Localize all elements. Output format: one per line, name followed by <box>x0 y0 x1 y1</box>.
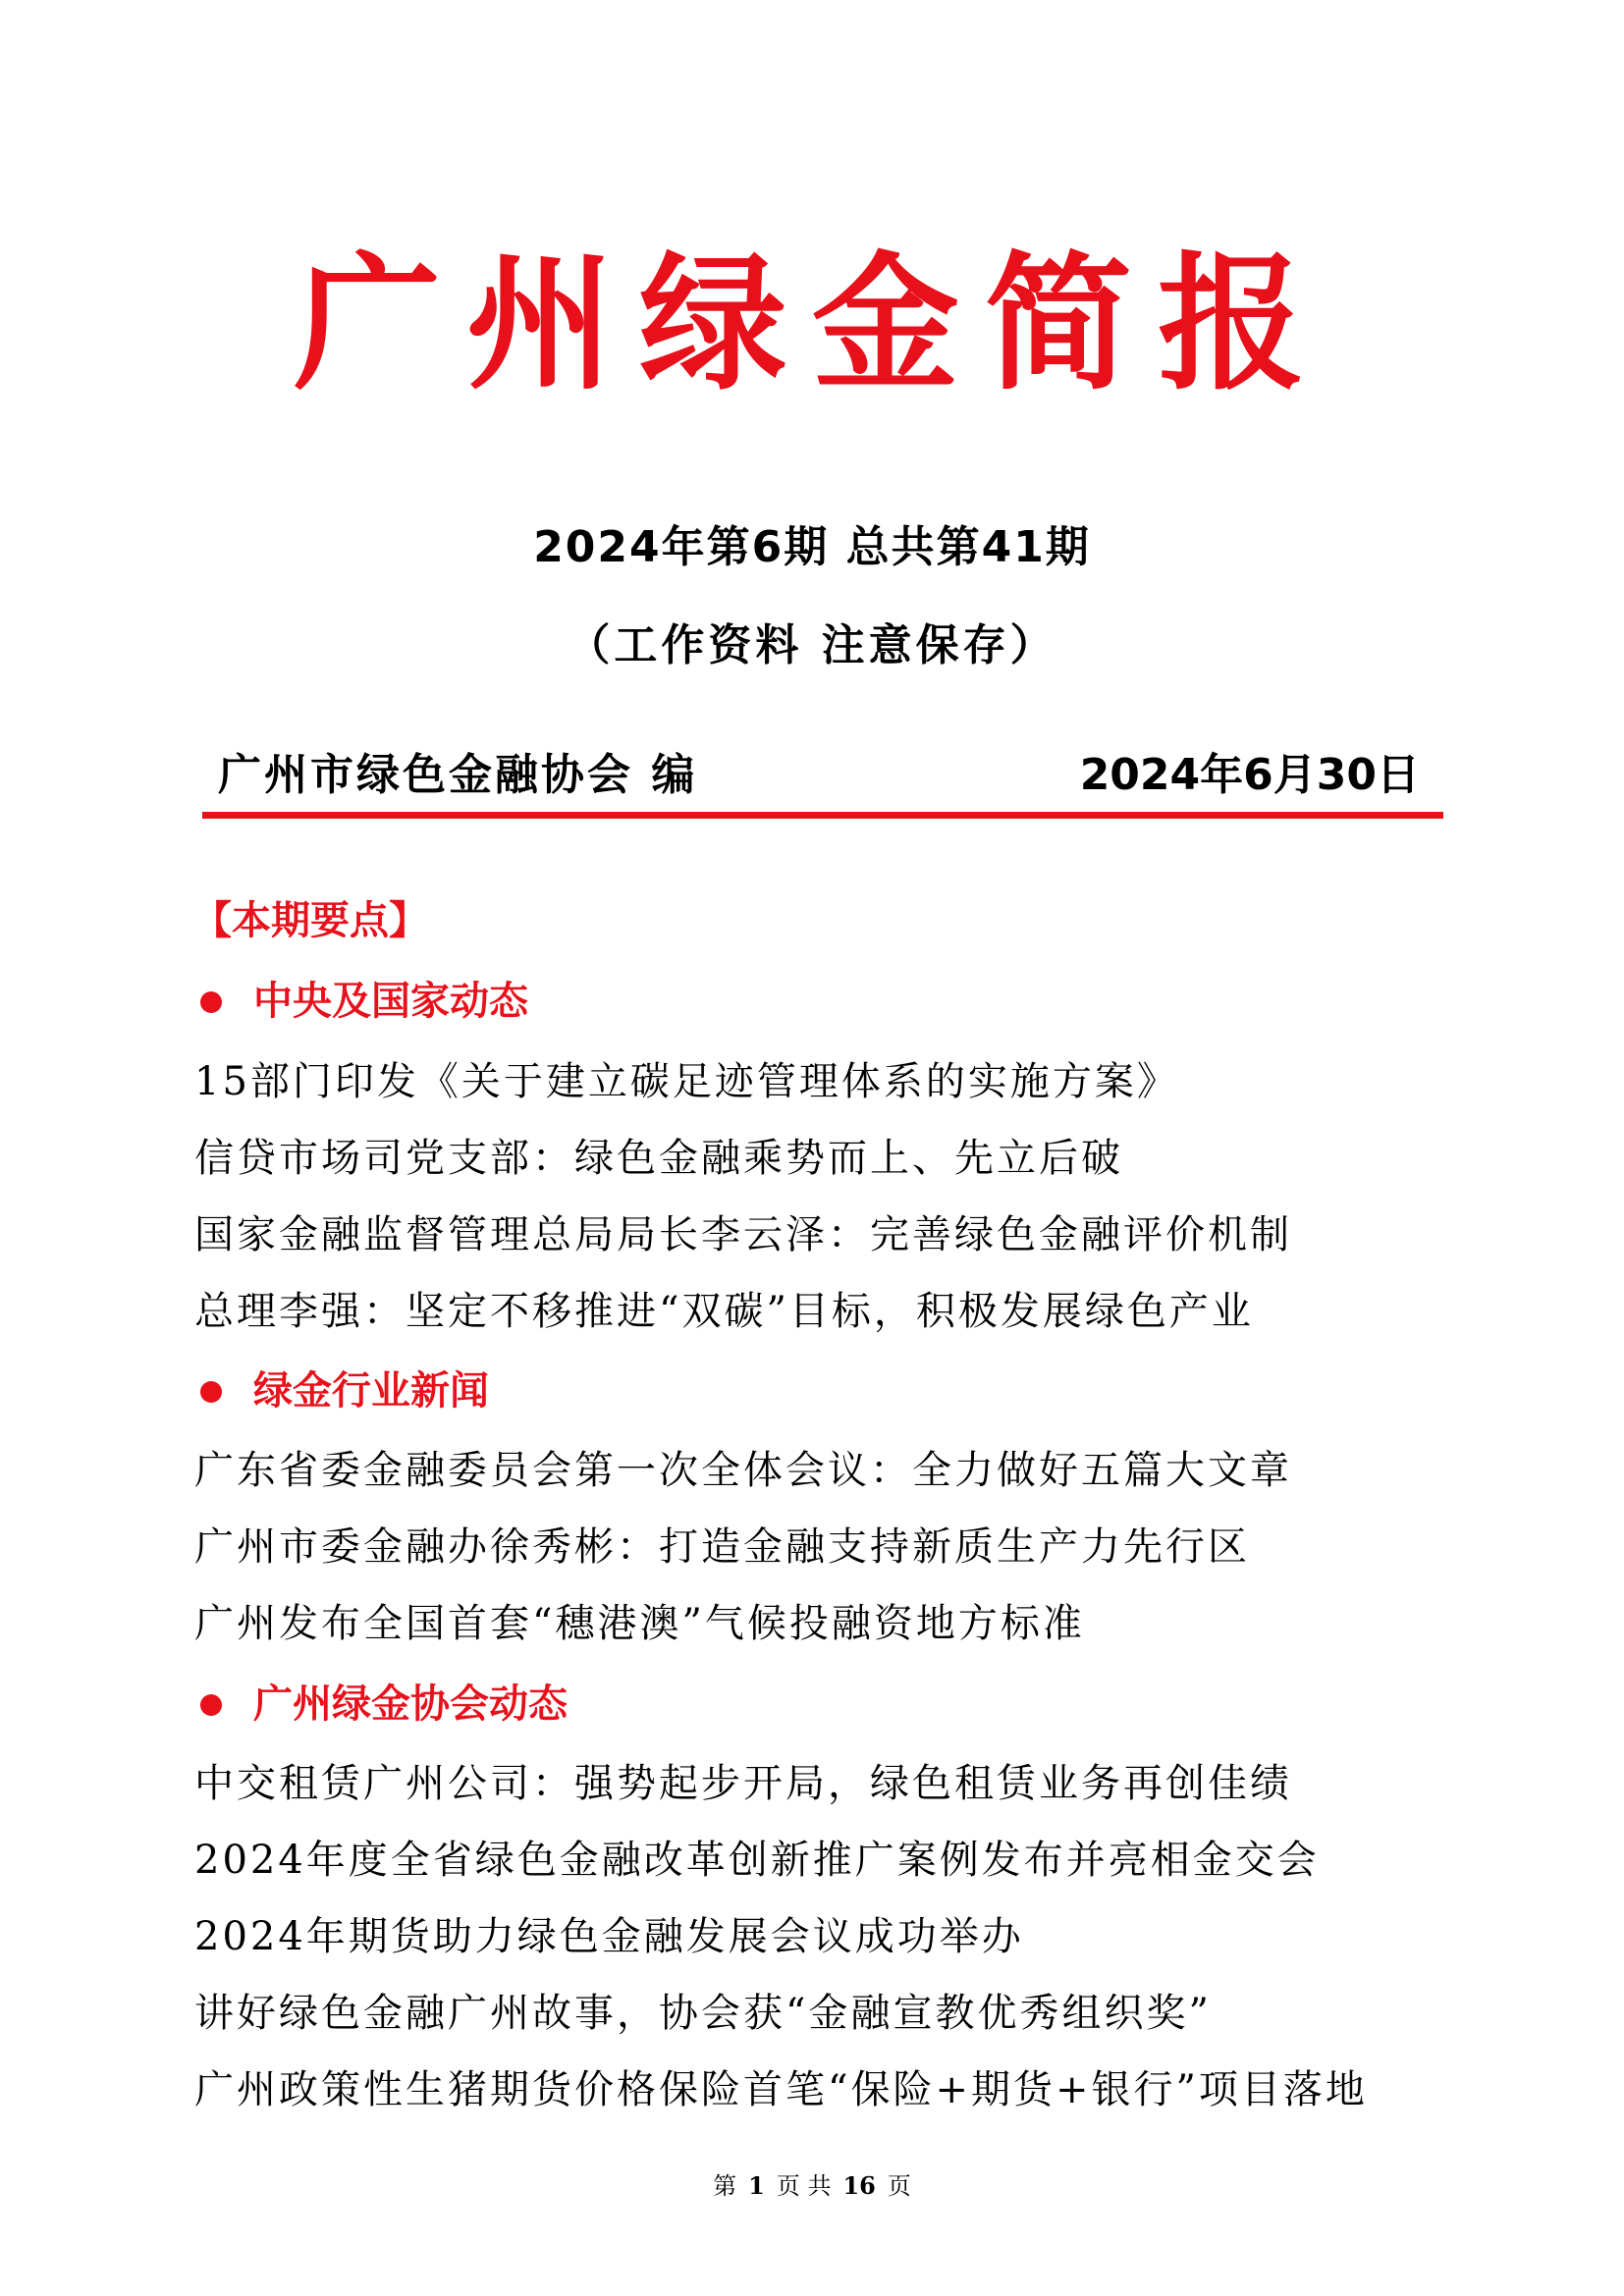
list-item: 中交租赁广州公司：强势起步开局，绿色租赁业务再创佳绩 <box>194 1761 1292 1806</box>
publisher-name: 广州市绿色金融协会 编 <box>218 750 698 800</box>
list-item: 信贷市场司党支部：绿色金融乘势而上、先立后破 <box>194 1136 1123 1181</box>
list-item: 广州政策性生猪期货价格保险首笔“保险+期货+银行”项目落地 <box>194 2067 1368 2112</box>
section-title: 广州绿金协会动态 <box>253 1682 568 1727</box>
section-title: 中央及国家动态 <box>253 979 528 1024</box>
masthead-title: 广州绿金简报 <box>293 238 1330 410</box>
list-item: 总理李强：坚定不移推进“双碳”目标，积极发展绿色产业 <box>194 1289 1254 1334</box>
list-item: 2024年度全省绿色金融改革创新推广案例发布并亮相金交会 <box>194 1838 1320 1883</box>
list-item: 国家金融监督管理总局局长李云泽：完善绿色金融评价机制 <box>194 1212 1292 1257</box>
publish-date: 2024年6月30日 <box>1079 750 1420 800</box>
page-mid: 页 共 <box>776 2172 832 2200</box>
issue-note: （工作资料 注意保存） <box>567 620 1057 670</box>
list-item: 广东省委金融委员会第一次全体会议：全力做好五篇大文章 <box>194 1448 1292 1493</box>
list-item: 2024年期货助力绿色金融发展会议成功举办 <box>194 1914 1024 1959</box>
page-suffix: 页 <box>887 2172 911 2200</box>
page-prefix: 第 <box>713 2172 737 2200</box>
list-item: 广州市委金融办徐秀彬：打造金融支持新质生产力先行区 <box>194 1524 1250 1570</box>
list-item: 讲好绿色金融广州故事，协会获“金融宣教优秀组织奖” <box>194 1991 1212 2036</box>
issue-number: 2024年第6期 总共第41期 <box>533 522 1091 572</box>
section-title: 绿金行业新闻 <box>253 1368 489 1414</box>
highlights-title: 【本期要点】 <box>192 898 428 943</box>
list-item: 广州发布全国首套“穗港澳”气候投融资地方标准 <box>194 1601 1085 1646</box>
page-current: 1 <box>748 2171 765 2200</box>
filled-circle-icon <box>200 1381 222 1403</box>
filled-circle-icon <box>200 991 222 1013</box>
filled-circle-icon <box>200 1694 222 1716</box>
list-item: 15部门印发《关于建立碳足迹管理体系的实施方案》 <box>194 1059 1179 1104</box>
page-total: 16 <box>842 2171 876 2200</box>
page-footer <box>0 2171 1624 2201</box>
header-divider <box>202 812 1443 819</box>
publisher-row <box>218 746 1420 805</box>
